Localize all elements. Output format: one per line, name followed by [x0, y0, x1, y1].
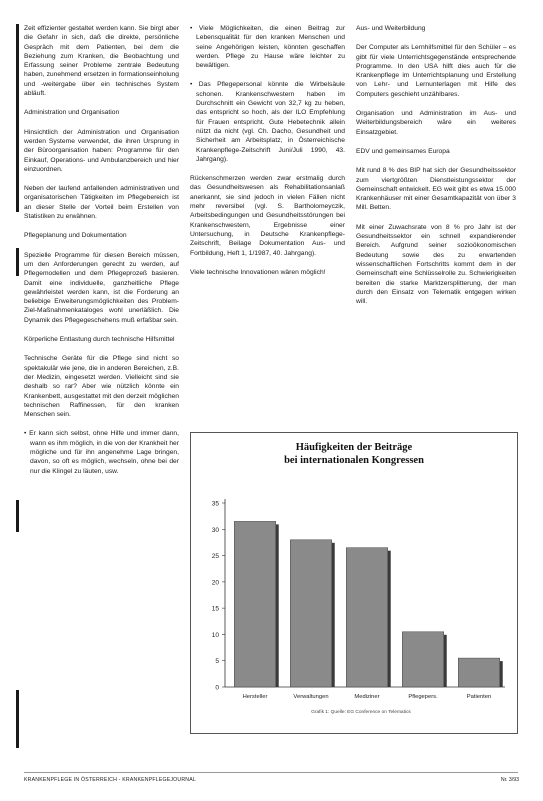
- bar: [346, 548, 387, 687]
- section-heading: Körperliche Entlastung durch technische Hilfsmittel: [24, 336, 175, 344]
- column-right: [356, 24, 516, 316]
- y-tick-label: 20: [211, 579, 219, 587]
- margin-bar: [16, 248, 19, 276]
- paragraph: Neben der laufend anfallenden administrativen und organisatorischen Tätigkeiten im Pflegebereich ist an dieser Stelle der Vorteil beim Erstellen von Statistiken zu erwähnen.: [24, 185, 179, 221]
- bullet-item: • Er kann sich selbst, ohne Hilfe und immer dann, wann es ihm möglich, in die von der Krankheit her mögliche und für ihn angenehme Lage bringen, davon, so oft es möglich, wechseln, ohne bei der nur die Klingel zu läuten, usw.: [24, 430, 179, 475]
- section-heading: Pflegeplanung und Dokumentation: [24, 232, 127, 240]
- margin-bar: [16, 500, 19, 532]
- y-tick-label: 10: [211, 631, 219, 639]
- footer-journal-name: KRANKENPFLEGE IN ÖSTERREICH - KRANKENPFLEGEJOURNAL: [24, 777, 196, 783]
- column-middle: [190, 24, 345, 287]
- bar: [234, 521, 275, 687]
- footer-rule: [24, 772, 518, 773]
- chart-caption: Grafik 1: Quelle: EG Conference on Telematics: [311, 710, 411, 715]
- x-tick-label: Hersteller: [242, 694, 268, 700]
- margin-bar: [16, 24, 19, 212]
- y-tick-label: 15: [211, 605, 219, 613]
- y-tick-label: 5: [215, 658, 219, 666]
- x-tick-label: Pflegepers.: [408, 694, 438, 700]
- section-heading: Administration und Organisation: [24, 109, 120, 117]
- chart-title-line1: Häufigkeiten der Beiträge: [295, 442, 413, 453]
- paragraph: Organisation und Administration im Aus- und Weiterbildungsbereich wäre ein weiteres Einsatzgebiet.: [356, 110, 516, 136]
- column-left: [24, 24, 179, 486]
- chart-canvas: [191, 433, 517, 733]
- x-tick-label: Patienten: [466, 694, 492, 700]
- paragraph: Zeit effizienter gestaltet werden kann. Sie birgt aber die Gefahr in sich, daß die direkte, persönliche Gespräch mit dem Patienten, bei dem die Beziehung zum Kranken, die Beobachtung und Erfassung seiner Probleme zentrale Bedeutung haben, zunehmend ersetzen in formationseinholung und -weitergabe über ein technisches System abläuft.: [24, 25, 179, 98]
- paragraph: Mit rund 8 % des BIP hat sich der Gesundheitssektor zum viertgrößten Dienstleistungssektor der Gemeinschaft entwickelt. EG weit gibt es etwa 15.000 Krankenhäuser mit einer Gesamtkapazität von über 3 Mill. Betten.: [356, 167, 516, 212]
- paragraph: Rückenschmerzen werden zwar erstmalig durch das Gesundheitswesen als Rehabilitationsanlaß anerkannt, sie sind jedoch in vielen Fällen nicht mehr reversibel (vgl. S. Bartholomeyczik, Arbeitsbedingungen und Gesundheitsstörungen bei Krankenschwestern, Ergebnisse einer Untersuchung, in Deutsche Krankenpflege-Zeitschrift, Beilage Dokumentation Aus- und Fortbildung, Heft 1, 1/1987, 40. Jahrgang).: [190, 175, 345, 257]
- bullet-item: • Viele Möglichkeiten, die einen Beitrag zur Lebensqualität für den kranken Menschen und seine Angehörigen leisten, könnten geschaffen werden. Pflege zu Hause wäre leichter zu bewältigen.: [190, 25, 345, 70]
- bar-chart: [190, 432, 518, 734]
- bullet-item: • Das Pflegepersonal könnte die Wirbelsäule schonen. Krankenschwestern haben im Durchschnitt ein Gewicht von 32,7 kg zu heben, das entspricht so hoch, als der ILO Empfehlung für Frauen entspricht. Gute Hebetechnik allein nützt da nicht (vgl. Ch. Dacho, Gesundheit und Sicherheit am Arbeitsplatz, in Österreichische Krankenpflege-Zeitschrift Juni/Juli 1990, 43. Jahrgang).: [190, 81, 345, 163]
- bar: [402, 632, 443, 687]
- y-tick-label: 35: [211, 500, 219, 508]
- paragraph: Mit einer Zuwachsrate von 8 % pro Jahr ist der Gesundheitssektor ein schnell expandierender Bereich. Aufgrund seiner sozioökonomischen Bedeutung sowie des zu erwartenden wissenschaftlichen Fortschritts kommt dem in der Gemeinschaft eine Schlüsselrolle zu. Schwierigkeiten bereiten die starke Marktzersplitterung, der man durch den Einsatz von Telematik entgegen wirken will.: [356, 223, 516, 306]
- margin-bar: [16, 690, 19, 748]
- paragraph: Spezielle Programme für diesen Bereich müssen, um den Anforderungen gerecht zu werden, auf Pflegemodellen und dem Pflegeprozeß basieren. Damit eine individuelle, ganzheitliche Pflege gewährleistet werden kann, ist die Forderung an beliebige Erweiterungsmöglichkeiten des Problem-Ziel-Maßnahmenkataloges wohl unerläßlich. Die Dynamik des Pflegegeschehens muß erfaßbar sein.: [24, 251, 179, 324]
- bar: [458, 658, 499, 687]
- bar: [290, 540, 331, 687]
- paragraph: Viele technische Innovationen wären möglich!: [190, 268, 326, 276]
- footer-issue: Nr. 3/93: [500, 777, 519, 783]
- chart-title-line2: bei internationalen Kongressen: [284, 455, 424, 466]
- section-heading: Aus- und Weiterbildung: [356, 25, 426, 32]
- y-tick-label: 0: [215, 684, 219, 692]
- paragraph: Technische Geräte für die Pflege sind nicht so spektakulär wie jene, die in anderen Bereichen, z.B. der Medizin, eingesetzt werden. Vielleicht sind sie deshalb so rar? Aber wie nützlich könnte ein Krankenbett, ausgestattet mit den derzeit möglichen technischen Raffinessen, für den kranken Menschen sein.: [24, 355, 179, 419]
- paragraph: Der Computer als Lernhilfsmittel für den Schüler – es gibt für viele Unterrichtsgegenstände entsprechende Programme. In den USA hilft dies auch für die Krankenpflege im Unterrichtsplanung und Erstellung von Lehr- und Lernunterlagen mit Hilfe des Computers geschieht unzählbares.: [356, 44, 516, 98]
- x-tick-label: Verwaltungen: [293, 694, 329, 700]
- x-tick-label: Mediziner: [354, 694, 380, 700]
- paragraph: Hinsichtlich der Administration und Organisation werden Systeme verwendet, die ihren Ursprung in der Büroorganisation haben: Programme für den Einkauf, Operations- und Ambulanzbereich und hier einzuordnen.: [24, 128, 179, 173]
- section-heading: EDV und gemeinsames Europa: [356, 147, 450, 155]
- y-tick-label: 25: [211, 553, 219, 561]
- y-tick-label: 30: [211, 526, 219, 534]
